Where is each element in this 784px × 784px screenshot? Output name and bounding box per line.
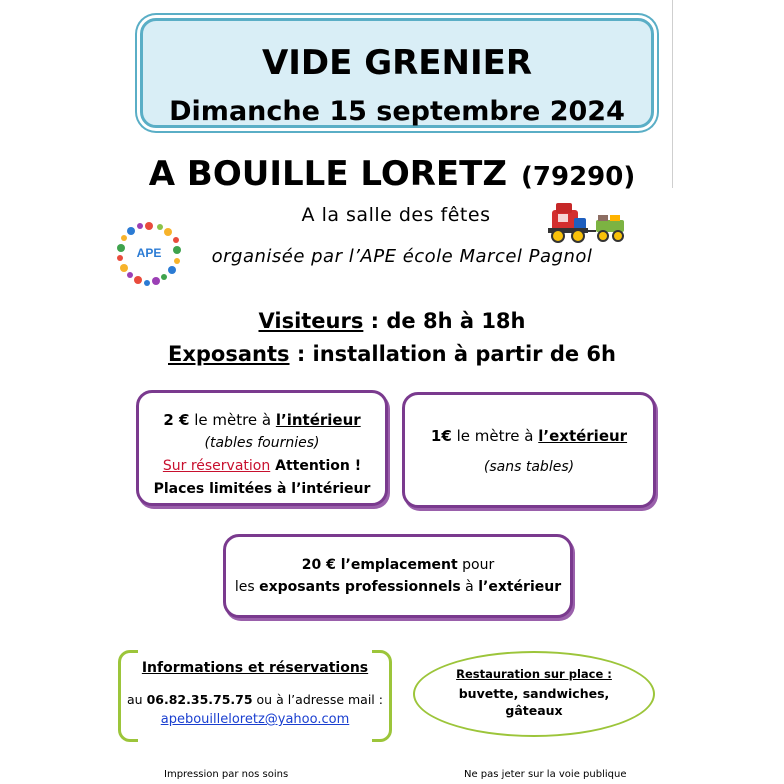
restauration-ellipse (413, 651, 655, 737)
organizer-text: organisée par l’APE école Marcel Pagnol (211, 246, 593, 267)
inside-price: 2 € (163, 411, 190, 429)
outside-price-text: le mètre à (451, 427, 539, 445)
price-box-outside (402, 392, 656, 508)
footer-left: Impression par nos soins (164, 769, 289, 780)
exhibitors-label: Exposants (168, 342, 290, 366)
info-prefix: au (127, 692, 147, 707)
footer-right: Ne pas jeter sur la voie publique (464, 769, 627, 780)
restauration-title: Restauration sur place : (456, 667, 612, 681)
pro-exhibitors: exposants professionnels (259, 579, 461, 595)
exhibitors-hours-text: : installation à partir de 6h (289, 342, 616, 366)
exhibitors-hours (0, 340, 784, 368)
inside-limited: Places limitées à l’intérieur (153, 481, 371, 497)
inside-reservation-line (139, 455, 385, 478)
restauration-line-1: buvette, sandwiches, (458, 686, 610, 701)
price-box-inside (136, 390, 388, 506)
price-box-professional (223, 534, 573, 618)
venue-text: A la salle des fêtes (301, 204, 491, 226)
restauration-line-2: gâteaux (505, 703, 563, 718)
email-link[interactable]: apebouilleloretz@yahoo.com (160, 712, 350, 727)
pro-price-line (226, 554, 570, 576)
town-name: A BOUILLE LORETZ (148, 154, 507, 194)
outside-price-line (405, 427, 653, 445)
town-heading (0, 152, 784, 199)
inside-price-line (139, 409, 385, 432)
inside-note: (tables fournies) (204, 435, 320, 451)
attention-text: Attention ! (270, 458, 362, 474)
outside-note: (sans tables) (483, 459, 575, 475)
info-title: Informations et réservations (141, 660, 369, 676)
outside-place: l’extérieur (538, 427, 628, 445)
phone-number[interactable]: 06.82.35.75.75 (146, 692, 253, 707)
header-box (140, 18, 654, 128)
event-title: VIDE GRENIER (261, 43, 533, 83)
outside-price: 1€ (430, 427, 452, 445)
postal-code: (79290) (521, 162, 636, 192)
pro-mid: à (460, 579, 479, 595)
visitors-hours-text: : de 8h à 18h (363, 309, 526, 333)
toy-train-icon (546, 198, 628, 244)
pro-detail-line (226, 576, 570, 598)
inside-price-text: le mètre à (189, 411, 276, 429)
inside-place: l’intérieur (275, 411, 361, 429)
visitors-label: Visiteurs (258, 309, 364, 333)
pro-place: l’extérieur (478, 579, 562, 595)
restauration-items (415, 685, 653, 719)
info-contact-line (124, 692, 386, 707)
pro-price: 20 € l’emplacement (301, 557, 458, 573)
info-suffix: ou à l’adresse mail : (252, 692, 383, 707)
visitors-hours (0, 307, 784, 335)
pro-prefix: les (234, 579, 260, 595)
pro-text: pour (457, 557, 495, 573)
logo-text: APE (136, 246, 162, 260)
ape-logo (114, 218, 184, 288)
event-date: Dimanche 15 septembre 2024 (169, 96, 625, 127)
reservation-text: Sur réservation (162, 458, 271, 474)
